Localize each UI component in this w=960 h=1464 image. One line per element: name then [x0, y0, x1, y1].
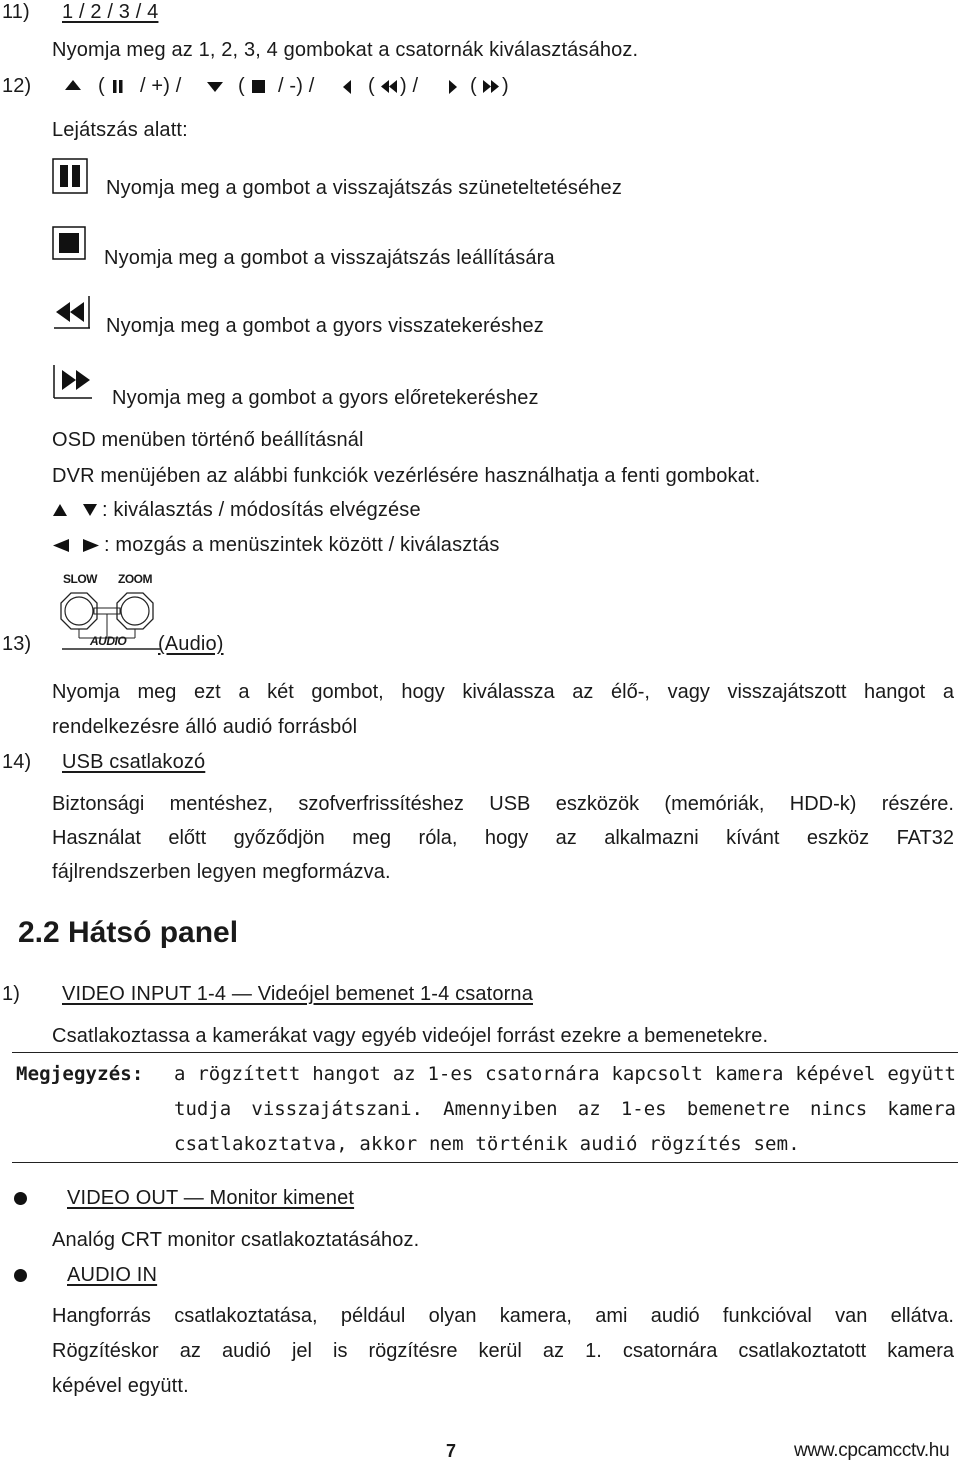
zoom-label: ZOOM	[118, 572, 152, 586]
rear-item-1-description: Csatlakoztassa a kamerákat vagy egyéb videójel forrást ezekre a bemenetekre.	[52, 1025, 769, 1047]
item-13-description-line2: rendelkezésre álló audió forrásból	[52, 716, 358, 738]
item-14-description-line1: Biztonsági mentéshez, szofverfrissítéshez USB eszközök (memóriák, HDD-k) részére.	[52, 793, 954, 815]
osd-title: OSD menüben történő beállításnál	[52, 429, 364, 451]
up-triangle-icon	[52, 503, 68, 517]
note-top-rule	[12, 1052, 958, 1053]
pause-description: Nyomja meg a gombot a visszajátszás szüneteltetéséhez	[106, 177, 622, 199]
audio-in-description-line3: képével együtt.	[52, 1375, 189, 1397]
video-out-title: VIDEO OUT — Monitor kimenet	[67, 1187, 355, 1209]
down-triangle-icon	[82, 503, 98, 517]
page-number: 7	[446, 1441, 457, 1461]
item-11-description: Nyomja meg az 1, 2, 3, 4 gombokat a csatornák kiválasztásához.	[52, 39, 639, 61]
header-plus-part: / +) /	[140, 75, 182, 97]
rewind-description: Nyomja meg a gombot a gyors visszatekeréshez	[106, 315, 544, 337]
item-14-title: USB csatlakozó	[62, 751, 206, 773]
rear-item-1-number: 1)	[2, 983, 21, 1005]
osd-description: DVR menüjében az alábbi funkciók vezérlésére használhatja a fenti gombokat.	[52, 465, 761, 487]
stop-description: Nyomja meg a gombot a visszajátszás leállítására	[104, 247, 555, 269]
pause-icon	[52, 158, 88, 194]
fast-forward-icon	[52, 364, 94, 400]
pause-icon	[112, 80, 124, 93]
note-line1: a rögzített hangot az 1-es csatornára kapcsolt kamera képével együtt	[174, 1063, 956, 1085]
audio-in-description-line1: Hangforrás csatlakoztatása, például olyan kamera, ami audió funkcióval van ellátva.	[52, 1305, 954, 1327]
slow-label: SLOW	[63, 572, 97, 586]
right-triangle-icon	[448, 79, 458, 95]
item-14-description-line2: Használat előtt győződjön meg róla, hogy az alkalmazni kívánt eszköz FAT32	[52, 827, 954, 849]
video-out-description: Analóg CRT monitor csatlakoztatásához.	[52, 1229, 420, 1251]
note-line3: csatlakoztatva, akkor nem történik audió rögzítés sem.	[174, 1133, 800, 1155]
left-triangle-icon	[342, 79, 352, 95]
down-triangle-icon	[206, 81, 224, 93]
up-triangle-icon	[64, 79, 82, 91]
header-paren-close-4: )	[502, 75, 509, 97]
rewind-icon	[52, 296, 92, 330]
header-minus-part: / -) /	[278, 75, 315, 97]
rear-item-1-title: VIDEO INPUT 1-4 — Videójel bemenet 1-4 csatorna	[62, 983, 533, 1005]
stop-icon	[52, 226, 86, 260]
item-11-title: 1 / 2 / 3 / 4	[62, 1, 159, 23]
left-triangle-icon	[52, 538, 70, 553]
item-14-description-line3: fájlrendszerben legyen megformázva.	[52, 861, 391, 883]
audio-in-title: AUDIO IN	[67, 1264, 158, 1286]
item-13-description-line1: Nyomja meg ezt a két gombot, hogy kiválassza az élő-, vagy visszajátszott hangot a	[52, 681, 954, 703]
bullet-icon	[14, 1192, 27, 1205]
item-13-number: 13)	[2, 633, 32, 655]
bullet-icon	[14, 1269, 27, 1282]
note-line2: tudja visszajátszani. Amennyiben az 1-es bemenetre nincs kamera	[174, 1098, 956, 1120]
leftright-description: : mozgás a menüszintek között / kiválasztás	[104, 534, 500, 556]
audio-in-description-line2: Rögzítéskor az audió jel is rögzítésre kerül az 1. csatornára csatlakoztatott kamera	[52, 1340, 954, 1362]
right-triangle-icon	[82, 538, 100, 553]
header-paren-open-3: (	[368, 75, 375, 97]
updown-description: : kiválasztás / módosítás elvégzése	[102, 499, 421, 521]
item-12-number: 12)	[2, 75, 32, 97]
item-11-number: 11)	[2, 1, 30, 23]
header-paren-open-4: (	[470, 75, 477, 97]
stop-icon	[252, 80, 265, 93]
note-bottom-rule	[12, 1162, 958, 1163]
note-label: Megjegyzés:	[16, 1063, 144, 1085]
item-13-title: (Audio)	[158, 633, 224, 655]
footer-url: www.cpcamcctv.hu	[794, 1440, 950, 1461]
playback-label: Lejátszás alatt:	[52, 119, 188, 141]
forward-description: Nyomja meg a gombot a gyors előretekeréshez	[112, 387, 539, 409]
rewind-icon	[380, 80, 398, 93]
audio-label: AUDIO	[90, 634, 127, 648]
section-heading: 2.2 Hátsó panel	[18, 916, 239, 949]
fast-forward-icon	[482, 80, 500, 93]
header-paren-close-3: ) /	[400, 75, 419, 97]
item-14-number: 14)	[2, 751, 32, 773]
header-paren-open-2: (	[238, 75, 245, 97]
header-paren-open-1: (	[98, 75, 105, 97]
